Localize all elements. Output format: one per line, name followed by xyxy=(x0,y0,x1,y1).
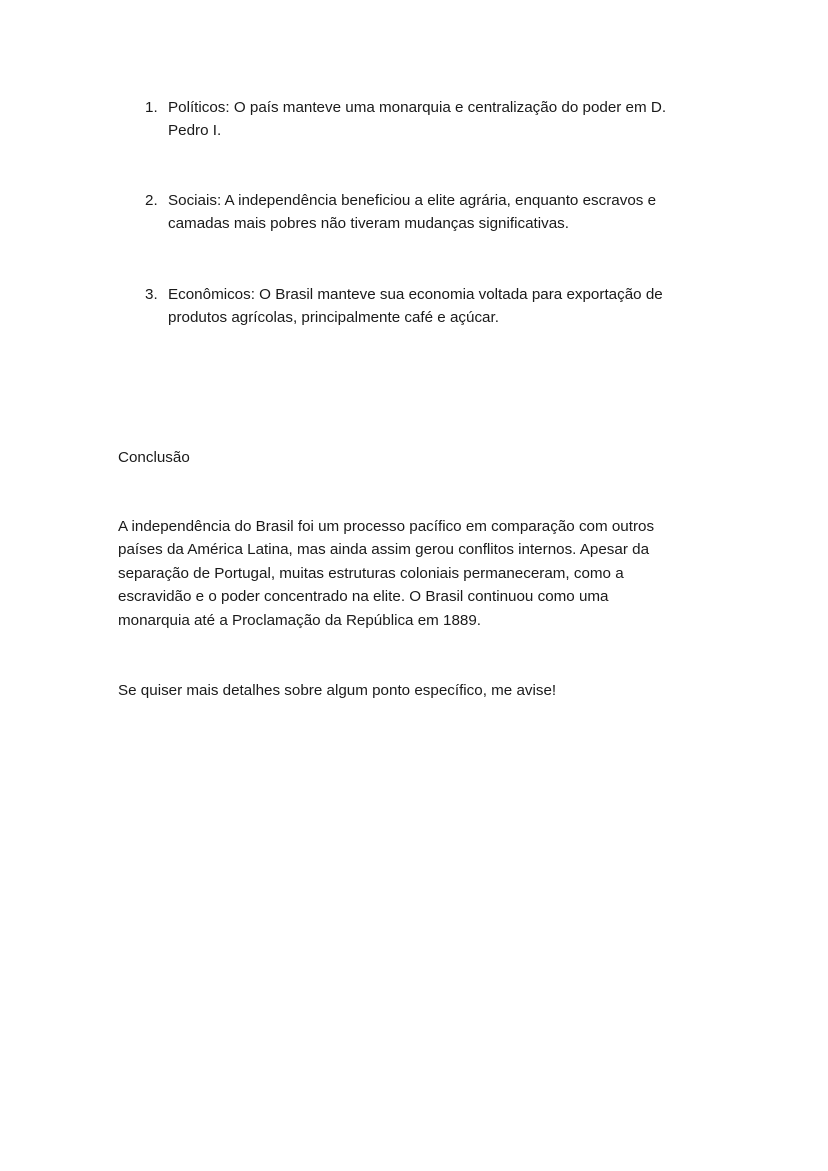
paragraph-line: países da América Latina, mas ainda assim gerou conflitos internos. Apesar da xyxy=(118,541,650,558)
paragraph-line: escravidão e o poder concentrado na elite. O Brasil continuou como uma xyxy=(118,588,609,605)
list-text-line: Pedro I. xyxy=(168,122,222,139)
closing-sentence: Se quiser mais detalhes sobre algum ponto específico, me avise! xyxy=(118,682,557,699)
list-number: 3. xyxy=(145,286,158,303)
conclusion-heading: Conclusão xyxy=(118,449,190,466)
paragraph-line: separação de Portugal, muitas estruturas coloniais permaneceram, como a xyxy=(118,565,624,582)
list-number: 2. xyxy=(145,192,158,209)
list-text-line: produtos agrícolas, principalmente café e açúcar. xyxy=(168,309,499,326)
list-text-line: Econômicos: O Brasil manteve sua economia voltada para exportação de xyxy=(168,286,663,303)
paragraph-line: monarquia até a Proclamação da República em 1889. xyxy=(118,612,482,629)
list-text-line: Políticos: O país manteve uma monarquia e centralização do poder em D. xyxy=(168,99,667,116)
list-text-line: Sociais: A independência beneficiou a elite agrária, enquanto escravos e xyxy=(168,192,657,209)
list-text-line: camadas mais pobres não tiveram mudanças significativas. xyxy=(168,215,569,232)
list-number: 1. xyxy=(145,99,158,116)
paragraph-line: A independência do Brasil foi um processo pacífico em comparação com outros xyxy=(118,518,655,535)
